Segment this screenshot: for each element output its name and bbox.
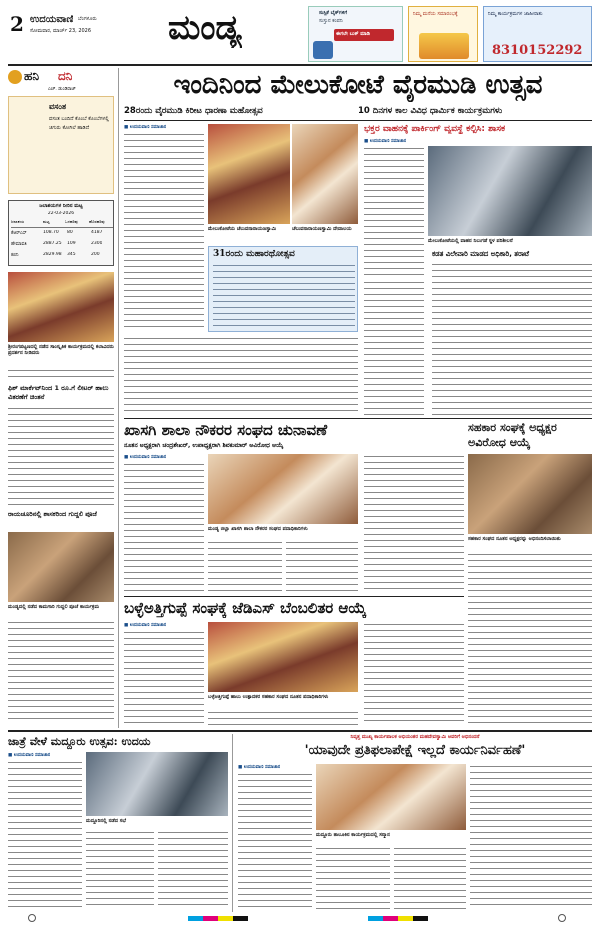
bottom-text-4 (238, 772, 312, 910)
table-cell: ಕಬಿನಿ (11, 253, 19, 258)
jds-photo (208, 622, 358, 692)
column-brand-2: ದನಿ (58, 69, 73, 83)
registration-marks (8, 914, 592, 924)
lead-box-text (213, 263, 355, 329)
ad1-graphic (313, 41, 333, 59)
table-cell: ಕೆಆರ್‌ಎಸ್ (11, 231, 27, 236)
lead-photo-2 (292, 124, 358, 224)
table-cell: 4187 (91, 230, 103, 235)
bottom-text-1 (8, 760, 82, 910)
table-title: ಜಲಾಶಯಗಳ ನೀರಿನ ಮಟ್ಟ (39, 203, 83, 209)
lead-text-col-1 (124, 132, 204, 332)
ad1-text-3: ಈಗಲೇ ಬುಕ್ ಮಾಡಿ (336, 31, 370, 37)
parking-subhead: ಕಡತ ವಿಲೇವಾರಿ ಮಾಡದ ಅಧಿಕಾರಿ, ತರಾಟೆ (432, 250, 530, 258)
sidebar-divider (118, 68, 119, 728)
reservoir-table (8, 200, 114, 266)
bottom-headline-2: 'ಯಾವುದೇ ಪ್ರತಿಫಲಾಪೇಕ್ಷೆ ಇಲ್ಲದೆ ಕಾರ್ಯನಿರ್ವಹಣೆ' (304, 743, 526, 758)
paper-name: ಉದಯವಾಣಿ (30, 14, 74, 25)
reg-circle (558, 914, 566, 922)
color-bar (368, 916, 428, 921)
ad2-graphic (419, 33, 469, 59)
bottom-photo-caption-2: ಮದ್ದೂರು ತಾಲೂಕಿನ ಕಾರ್ಯಕ್ರಮದಲ್ಲಿ ಸನ್ಮಾನ (316, 832, 390, 838)
lead-headline: ಇಂದಿನಿಂದ ಮೇಲುಕೋಟೆ ವೈರಮುಡಿ ಉತ್ಸವ (173, 70, 543, 100)
lead-photo-caption-2: ಚೆಲುವನಾರಾಯಣಸ್ವಾಮಿ ದೇವಾಲಯ (292, 226, 352, 232)
table-header-row (11, 219, 113, 228)
table-cell: 345 (67, 252, 76, 257)
bottom-text-5 (316, 846, 390, 910)
color-bar (188, 916, 248, 921)
parking-text-2 (364, 280, 424, 416)
sidebar-photo-2 (8, 532, 114, 602)
lead-byline: ■ ಉದಯವಾಣಿ ಸಮಾಚಾರ (124, 125, 167, 130)
ad-box-1 (308, 6, 403, 62)
sidebar-text-2 (8, 406, 114, 506)
ad1-text-2: ಸುಸ್ತುನ ಕಂಪನಿ (319, 18, 343, 24)
parking-headline: ಭಕ್ತರ ವಾಹನಕ್ಕೆ ಪಾರ್ಕಿಂಗ್ ವ್ಯವಸ್ಥೆ ಕಲ್ಪಿಸಿ: ಶಾಸಕ (364, 124, 506, 134)
lead-rule (124, 120, 592, 121)
school-text-2 (208, 540, 282, 592)
bottom-kicker-2: ನಿವೃತ್ತ ಮುಖ್ಯ ಕಾರ್ಯಪಾಲಕ ಅಭಿಯಂತರ ಮಹದೇವಸ್ವಾಮಿ ಅವರಿಗೆ ಅಭಿನಂದನೆ (350, 734, 480, 740)
ad3-text: ನಿಮ್ಮ ಕಾರ್ಯಕ್ರಮಗಳ ಜಾಹೀರಾತು (488, 11, 543, 17)
school-top-rule (124, 418, 592, 419)
column-brand: ಹನಿ (24, 69, 39, 83)
coop-text-2 (468, 552, 592, 726)
table-date: 22-03-2026 (47, 211, 75, 216)
ad3-phone: 8310152292 (492, 43, 583, 58)
parking-byline: ■ ಉದಯವಾಣಿ ಸಮಾಚಾರ (364, 139, 407, 144)
jds-text-2 (208, 710, 358, 726)
bottom-byline-1: ■ ಉದಯವಾಣಿ ಸಮಾಚಾರ (8, 753, 51, 758)
table-cell: 2829.98 (43, 252, 62, 257)
lead-subhead-1: 28ರಂದು ವೈರಮುಡಿ ಕಿರೀಟ ಧಾರಣಾ ಮಹೋತ್ಸವ (124, 106, 263, 116)
lead-subhead-2: 10 ದಿನಗಳ ಕಾಲ ವಿವಿಧ ಧಾರ್ಮಿಕ ಕಾರ್ಯಕ್ರಮಗಳು (358, 106, 503, 116)
school-text-1 (124, 462, 204, 592)
bottom-text-6 (394, 846, 466, 910)
coop-text-1 (364, 454, 464, 592)
school-subhead: ನೂತನ ಅಧ್ಯಕ್ಷರಾಗಿ ಚಂದ್ರಶೇಖರ್, ಉಪಾಧ್ಯಕ್ಷರಾಗಿ ಶಿವಕುಮಾರ್ ಅವಿರೋಧ ಆಯ್ಕೆ (124, 442, 284, 449)
parking-text-3 (432, 262, 592, 416)
school-text-3 (286, 540, 358, 592)
bottom-byline-2: ■ ಉದಯವಾಣಿ ಸಮಾಚಾರ (238, 765, 281, 770)
school-byline: ■ ಉದಯವಾಣಿ ಸಮಾಚಾರ (124, 455, 167, 460)
bottom-photo-1 (86, 752, 228, 816)
table-head-cell: ಹೊರಹರಿವು (89, 219, 105, 224)
jds-photo-caption: ಬಳ್ಳೆಅತ್ತಿಗುಪ್ಪೆ ಹಾಲು ಉತ್ಪಾದಕರ ಸಹಕಾರ ಸಂಘದ ನೂತನ ಪದಾಧಿಕಾರಿಗಳು (208, 694, 329, 700)
reg-circle (28, 914, 36, 922)
lead-photo-1 (208, 124, 290, 224)
lead-text-col-2 (124, 336, 358, 416)
honey-icon (8, 70, 22, 84)
school-photo (208, 454, 358, 524)
table-head-cell: ಮಟ್ಟ (43, 219, 50, 224)
table-cell: 109 (67, 241, 76, 246)
sidebar-photo-2-caption: ಮಂಡ್ಯದಲ್ಲಿ ನಡೆದ ಕಾಮಗಾರಿ ಗುದ್ದಲಿ ಪೂಜೆ ಕಾರ್ಯಕ್ರಮ (8, 604, 100, 610)
poem-title: ವಸಂತ (49, 101, 67, 111)
bottom-text-7 (470, 764, 592, 910)
jds-text-1 (124, 630, 204, 726)
parking-photo-caption: ಮೇಲುಕೋಟೆಯಲ್ಲಿ ವಾಹನ ನಿಲುಗಡೆ ಸ್ಥಳ ಪರಿಶೀಲನೆ (428, 238, 513, 244)
lead-photo-caption-1: ಮೇಲುಕೋಟೆಯ ಚೆಲುವನಾರಾಯಣಸ್ವಾಮಿ (208, 226, 277, 232)
jds-headline: ಬಳ್ಳೆಅತ್ತಿಗುಪ್ಪೆ ಸಂಘಕ್ಕೆ ಜೆಡಿಎಸ್ ಬೆಂಬಲಿತರ ಆಯ್ಕೆ (124, 599, 367, 617)
table-head-cell: ಒಳಹರಿವು (65, 219, 79, 224)
lead-box-title: 31ರಂದು ಮಹಾರಥೋತ್ಸವ (213, 249, 295, 259)
bottom-rule (8, 730, 592, 732)
ad2-text: ನಿಮ್ಮ ಮನೆಯ ಸಮಾರಂಭಕ್ಕೆ (413, 11, 458, 17)
masthead (8, 6, 592, 64)
district-title: ಮಂಡ್ಯ (168, 8, 242, 48)
coop-photo-caption: ಸಹಕಾರ ಸಂಘದ ನೂತನ ಅಧ್ಯಕ್ಷರನ್ನು ಅಭಿನಂದಿಸಲಾಯಿತು (468, 536, 561, 542)
table-row (11, 241, 113, 251)
table-cell: 200 (91, 252, 100, 257)
sidebar-text-1 (8, 368, 114, 380)
ad-box-3 (483, 6, 592, 62)
bottom-headline-1: ಜಾತ್ರೆ ವೇಳೆ ಮದ್ದೂರು ಉತ್ಸವ: ಉದಯ (8, 735, 151, 748)
jds-top-rule (124, 596, 464, 597)
sidebar-headline-2: ಫಿಶ್ ಮಾರ್ಕೆಟ್‌ನಿಂದ 1 ರೂ.ಗೆ ಲೀಟರ್ ಹಾಲು ವಿತರಣೆಗೆ ಚಿಂತನೆ (8, 384, 109, 401)
column-author: ಎಚ್. ಡುಂಡಿರಾಜ್ (48, 87, 76, 92)
table-cell: 80 (67, 230, 73, 235)
page-number: 2 (10, 12, 24, 36)
lead-box (208, 246, 358, 332)
jds-text-3 (364, 622, 464, 726)
bottom-text-3 (158, 830, 228, 910)
date: ಸೋಮವಾರ, ಮಾರ್ಚ್ 23, 2026 (30, 28, 92, 34)
ad1-text-1: ಸುಸ್ಸಿಕೆ ಬೈಕ್‌ಗಳಿಗೆ (319, 10, 348, 16)
school-headline: ಖಾಸಗಿ ಶಾಲಾ ನೌಕರರ ಸಂಘದ ಚುನಾವಣೆ (124, 421, 328, 439)
coop-headline: ಸಹಕಾರ ಸಂಘಕ್ಕೆ ಅಧ್ಯಕ್ಷರ ಅವಿರೋಧ ಆಯ್ಕೆ (468, 421, 557, 449)
table-cell: 108.70 (43, 230, 59, 235)
table-cell: 2300 (91, 241, 103, 246)
masthead-rule (8, 64, 592, 66)
ad-box-2 (408, 6, 478, 62)
table-row (11, 230, 113, 240)
poem-text: ವಸಂತ ಬಂದಿದೆ ಕೊಂಬೆ ಕೊಂಬೆಗಳಲ್ಲಿ ಚಿಗುರು ಕೋಗಿಲೆ ಹಾಡಿದೆ (49, 116, 109, 131)
sidebar-headline-3: ರಾಯಚೂರಿನಲ್ಲಿ ಶಾಸಕರಿಂದ ಗುದ್ದಲಿ ಪೂಜೆ (8, 510, 97, 518)
bottom-photo-caption-1: ಮದ್ದೂರಿನಲ್ಲಿ ನಡೆದ ಸಭೆ (86, 818, 126, 824)
sidebar-photo-caption: ಶ್ರೀರಂಗಪಟ್ಟಣದಲ್ಲಿ ನಡೆದ ಸಾಂಸ್ಕೃತಿಕ ಕಾರ್ಯಕ್ರಮದಲ್ಲಿ ಕಲಾವಿದರು ಪ್ರದರ್ಶನ ನೀಡಿದರು (8, 344, 114, 356)
table-row (11, 252, 113, 262)
poem-box (8, 96, 114, 194)
school-photo-caption: ಮಂಡ್ಯ ಜಿಲ್ಲಾ ಖಾಸಗಿ ಶಾಲಾ ನೌಕರರ ಸಂಘದ ಪದಾಧಿಕಾರಿಗಳು (208, 526, 308, 532)
jds-byline: ■ ಉದಯವಾಣಿ ಸಮಾಚಾರ (124, 623, 167, 628)
sidebar (8, 68, 116, 728)
table-cell: ಹೇಮಾವತಿ (11, 242, 27, 247)
bottom-divider (232, 734, 233, 912)
sidebar-photo (8, 272, 114, 342)
parking-photo (428, 146, 592, 236)
table-head-cell: ಜಲಾಶಯ (11, 219, 25, 224)
bottom-text-2 (86, 830, 154, 910)
coop-photo (468, 454, 592, 534)
sidebar-text-3 (8, 620, 114, 724)
edition: ಬೆಂಗಳೂರು (78, 16, 97, 22)
bottom-photo-2 (316, 764, 466, 830)
parking-text (364, 146, 424, 276)
table-cell: 2887.25 (43, 241, 62, 246)
